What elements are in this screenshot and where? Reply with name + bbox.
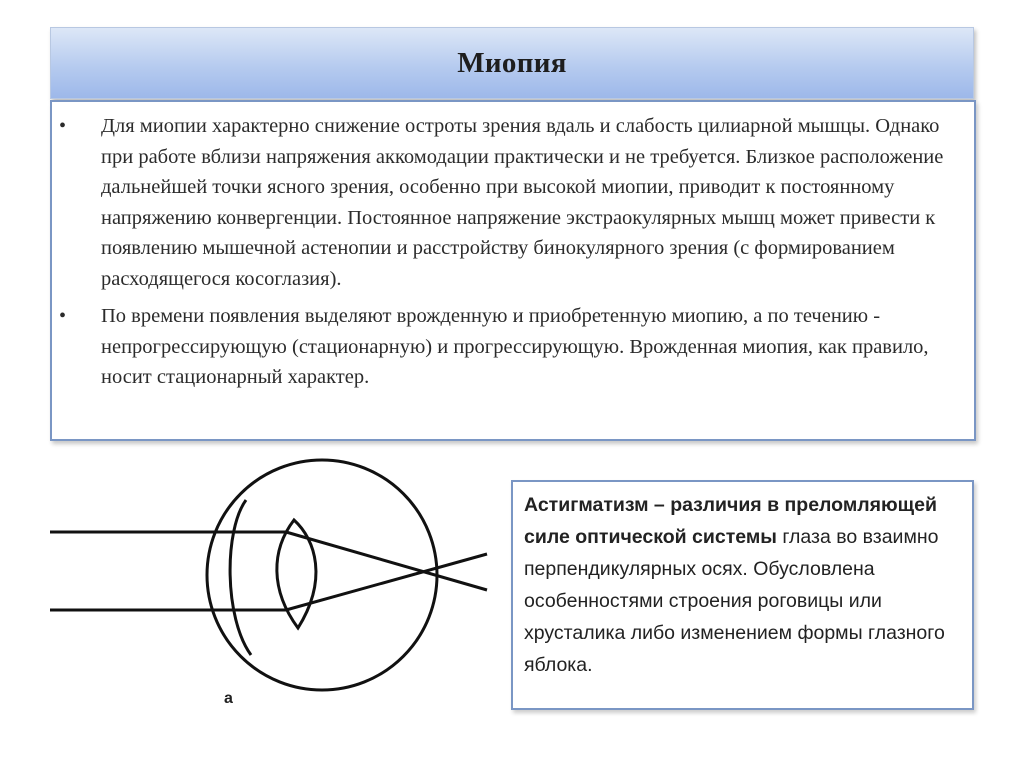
eyeball-outline xyxy=(207,460,437,690)
bullet-marker: • xyxy=(59,115,67,137)
info-normal-text: глаза во взаимно перпендикулярных осях. Обусловлена особенностями строения роговицы или хрусталика либо изменением формы глазного яблока. xyxy=(524,526,945,676)
content-box xyxy=(50,100,976,441)
bullet-text: По времени появления выделяют врожденную и приобретенную миопию, а по течению - непрогрессирующую (стационарную) и прогрессирующую. Врожденная миопия, как правило, носит стационарный характер. xyxy=(101,305,929,388)
astigmatism-info-box xyxy=(511,480,974,710)
list-item xyxy=(52,301,974,393)
cornea-outline xyxy=(230,500,251,655)
bullet-text: Для миопии характерно снижение остроты зрения вдаль и слабость цилиарной мышцы. Однако при работе вблизи напряжения аккомодации практически и не требуется. Близкое расположение дальнейшей точки ясного зрения, особенно при высокой миопии, приводит к постоянному напряжению конвергенции. Постоянное напряжение экстраокулярных мышц может привести к появлению мышечной астенопии и расстройству бинокулярного зрения (с формированием расходящегося косоглазия). xyxy=(101,115,944,290)
bullet-marker: • xyxy=(59,305,67,327)
myopia-eye-diagram xyxy=(46,450,496,720)
page-title: Миопия xyxy=(457,46,567,79)
info-bold-text: Астигматизм – различия в преломляющей силе оптической системы xyxy=(524,494,937,548)
bullet-list xyxy=(52,111,974,400)
figure-label: а xyxy=(224,690,233,707)
list-item xyxy=(52,111,974,294)
title-bar xyxy=(50,27,974,99)
